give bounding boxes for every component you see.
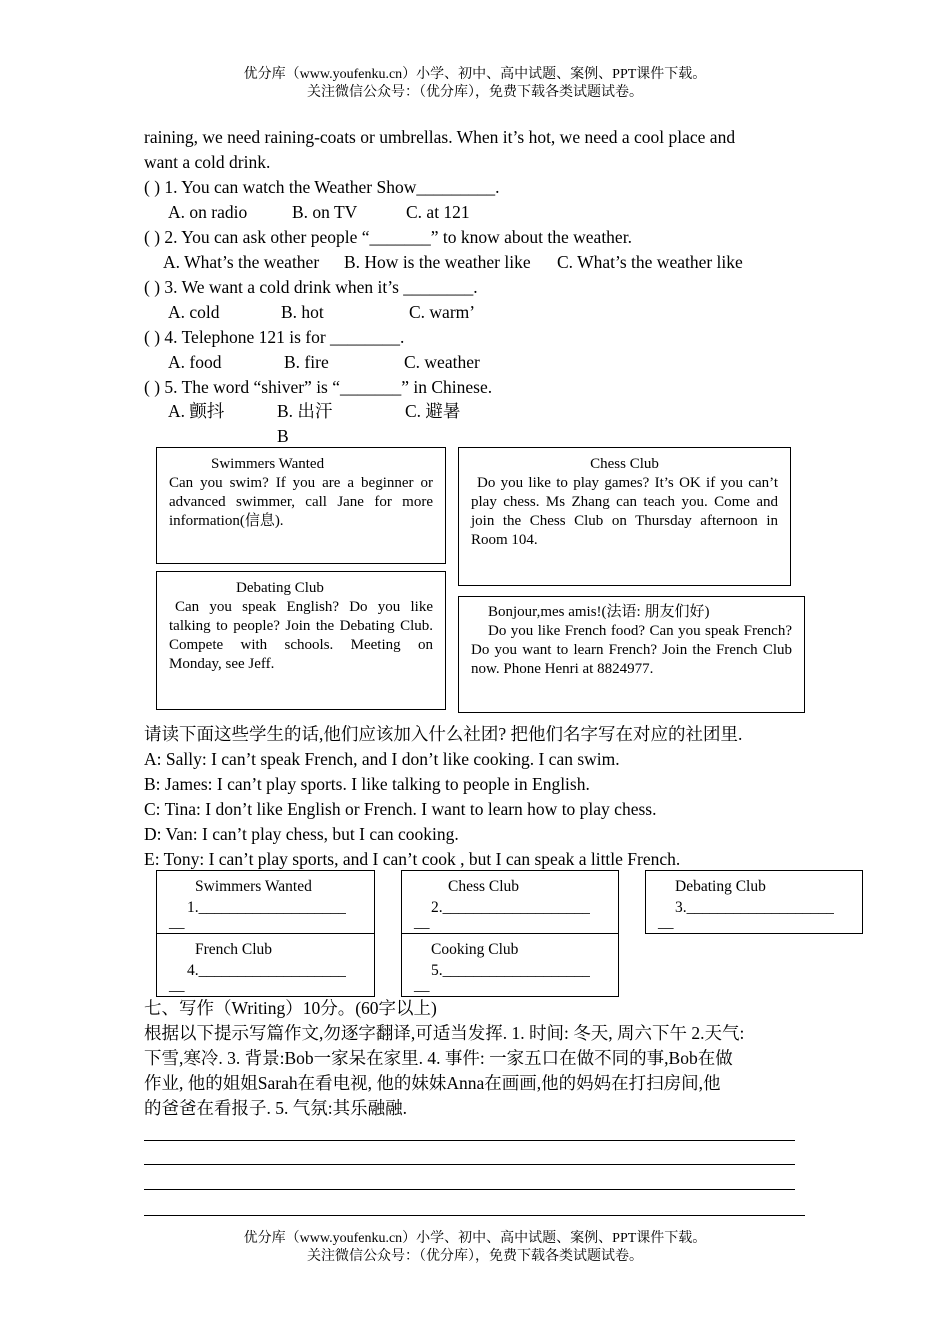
footer-line-2: 关注微信公众号：（优分库），免费下载各类试题试卷。 <box>307 1249 643 1264</box>
passage-line: want a cold drink. <box>144 152 271 172</box>
question-3-option-b: B. hot <box>281 302 324 322</box>
question-3-option-c: C. warm’ <box>409 302 476 322</box>
ad-title: Debating Club <box>236 580 324 596</box>
question-5-option-b: B. 出汗 <box>277 401 333 421</box>
ad-title: Bonjour,mes amis!(法语: 朋友们好) <box>488 604 710 620</box>
answer-blank-tail: __ <box>414 977 430 994</box>
passage-line: raining, we need raining-coats or umbrellas. When it’s hot, we need a cool place and <box>144 127 736 147</box>
ad-body: Can you speak English? Do you like talking to people? Join the Debating Club. Compete with schools. Meeting on Monday, see Jeff. <box>169 599 433 672</box>
answer-box-title: Swimmers Wanted <box>195 878 312 895</box>
writing-prompt-line: 作业, 他的姐姐Sarah在看电视, 他的妹妹Anna在画画,他的妈妈在打扫房间,他 <box>144 1073 721 1093</box>
section-b-label: B <box>277 426 289 446</box>
question-1-option-c: C. at 121 <box>406 202 470 222</box>
writing-line[interactable] <box>144 1189 795 1190</box>
ad-body: Can you swim? If you are a beginner or advanced swimmer, call Jane for more information(信息). <box>169 475 433 529</box>
ad-french-club <box>458 596 805 713</box>
footer-line-1: 优分库（www.youfenku.cn）小学、初中、高中试题、案例、PPT课件下载。 <box>243 1231 707 1246</box>
student-statement: B: James: I can’t play sports. I like talking to people in English. <box>144 774 590 794</box>
answer-blank-2[interactable]: 2.___________________ <box>431 899 590 916</box>
question-3-stem: ( ) 3. We want a cold drink when it’s ________. <box>144 277 478 297</box>
answer-box-title: French Club <box>195 941 273 958</box>
answer-blank-tail: __ <box>414 914 430 931</box>
ad-debating-club <box>156 571 446 710</box>
answer-blank-1[interactable]: 1.___________________ <box>187 899 346 916</box>
question-4-option-a: A. food <box>168 352 222 372</box>
question-1-option-a: A. on radio <box>168 202 248 222</box>
writing-prompt-line: 的爸爸在看报子. 5. 气氛:其乐融融. <box>144 1098 407 1118</box>
question-2-option-b: B. How is the weather like <box>344 252 531 272</box>
answer-box-title: Chess Club <box>448 878 520 895</box>
ad-title: Swimmers Wanted <box>211 456 325 472</box>
question-1-option-b: B. on TV <box>292 202 358 222</box>
question-5-stem: ( ) 5. The word “shiver” is “_______” in Chinese. <box>144 377 493 397</box>
writing-line[interactable] <box>144 1140 795 1141</box>
answer-blank-tail: __ <box>658 914 674 931</box>
answer-box-swimmers <box>156 870 375 934</box>
answer-blank-tail: __ <box>169 914 185 931</box>
question-5-option-c: C. 避暑 <box>405 401 461 421</box>
writing-prompt-line: 下雪,寒冷. 3. 背景:Bob一家呆在家里. 4. 事件: 一家五口在做不同的事,Bob在做 <box>144 1048 733 1068</box>
ad-body: Do you like to play games? It’s OK if you can’t play chess. Ms Zhang can teach you. Come and join the Chess Club on Thursday afternoon in Room 104. <box>471 475 778 548</box>
question-4-option-c: C. weather <box>404 352 480 372</box>
writing-line[interactable] <box>144 1164 795 1165</box>
question-3-option-a: A. cold <box>168 302 220 322</box>
question-1-stem: ( ) 1. You can watch the Weather Show_________. <box>144 177 500 197</box>
answer-box-chess <box>401 870 619 934</box>
answer-box-title: Debating Club <box>675 878 766 895</box>
writing-prompt-line: 根据以下提示写篇作文,勿逐字翻译,可适当发挥. 1. 时间: 冬天, 周六下午 2.天气: <box>144 1023 745 1043</box>
question-4-stem: ( ) 4. Telephone 121 is for ________. <box>144 327 405 347</box>
header-line-1: 优分库（www.youfenku.cn）小学、初中、高中试题、案例、PPT课件下载。 <box>243 67 707 82</box>
answer-box-title: Cooking Club <box>431 941 519 958</box>
writing-heading: 七、写作（Writing）10分。(60字以上) <box>144 998 437 1018</box>
task-instruction: 请读下面这些学生的话,他们应该加入什么社团? 把他们名字写在对应的社团里. <box>144 724 743 744</box>
student-statement: A: Sally: I can’t speak French, and I don’t like cooking. I can swim. <box>144 749 620 769</box>
writing-line[interactable] <box>144 1215 805 1216</box>
ad-body: Do you like French food? Can you speak French? Do you want to learn French? Join the French Club now. Phone Henri at 8824977. <box>471 623 792 677</box>
question-2-option-a: A. What’s the weather <box>163 252 320 272</box>
question-2-option-c: C. What’s the weather like <box>557 252 743 272</box>
student-statement: D: Van: I can’t play chess, but I can cooking. <box>144 824 459 844</box>
question-2-stem: ( ) 2. You can ask other people “_______” to know about the weather. <box>144 227 632 247</box>
question-5-option-a: A. 颤抖 <box>168 401 225 421</box>
student-statement: C: Tina: I don’t like English or French. I want to learn how to play chess. <box>144 799 657 819</box>
answer-blank-4[interactable]: 4.___________________ <box>187 962 346 979</box>
answer-blank-5[interactable]: 5.___________________ <box>431 962 590 979</box>
question-4-option-b: B. fire <box>284 352 329 372</box>
student-statement: E: Tony: I can’t play sports, and I can’t cook , but I can speak a little French. <box>144 849 681 869</box>
header-line-2: 关注微信公众号：（优分库），免费下载各类试题试卷。 <box>307 85 643 100</box>
answer-blank-3[interactable]: 3.___________________ <box>675 899 834 916</box>
ad-chess-club <box>458 447 791 586</box>
ad-swimmers-wanted <box>156 447 446 564</box>
answer-box-cooking <box>401 933 619 997</box>
answer-box-debating <box>645 870 863 934</box>
answer-box-french <box>156 933 375 997</box>
answer-blank-tail: __ <box>169 977 185 994</box>
ad-title: Chess Club <box>590 456 659 472</box>
